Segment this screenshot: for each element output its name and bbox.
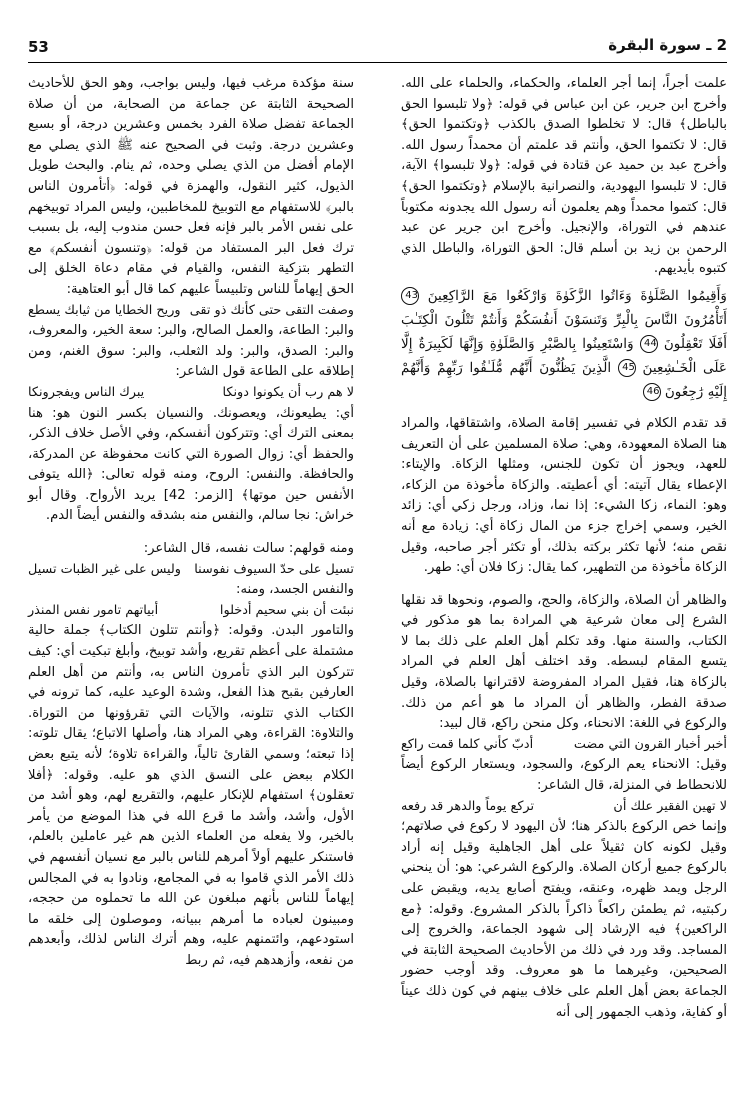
poem-hemistich: وليس على غير الظبات تسيل [28, 561, 181, 577]
paragraph: قد تقدم الكلام في تفسير إقامة الصلاة، واشتقاقها، والمراد هنا الصلاة المعهودة، وهي: صلاة المسلمين على أن التعريف للعهد، ويجوز أن تكون للجنس، ومثلها الزكاة. والإيتاء: الإعطاء يقال آتيته: أي أعطيته. والزكاة مأخوذة من الزكاء، وهو: النماء، زكا الشيء: إذا نما، وزاد، ورجل زكي أي: زائد الخير، وسمي إخراج جزء من المال زكاة أي: زيادة مع أنه نقص منه؛ لأنها تكثر بركته بذلك، أو تكثر أجر صاحبه، وقيل الزكاة مأخوذة من التطهير، كما يقال: زكا فلان أي: طهر. [401, 415, 727, 576]
surah-title: 2 ـ سورة البقرة [608, 36, 727, 54]
paragraph: والبر: الطاعة، والعمل الصالح، والبر: سعة الخير، والمعروف، والبر: الصدق، والبر: ولد الثعلب، والبر: سوق الغنم، ومن إطلاقه على الطاعة قول الشاعر: [28, 323, 354, 380]
paragraph: أي: يطيعونك، ويعصونك. والنسيان بكسر النون هو: هنا بمعنى الترك أي: وتتركون أنفسكم، وفي الأصل خلاف الذكر، والحفظ أي: زوال الصورة التي كانت محفوظة عن المدركة، والحافظة. والنفس: الروح، ومنه قوله تعالى: ﴿الله يتوفى الأنفس حين موتها﴾ [الزمر: 42] يريد الأرواح. وقال أبو خراش: نجا سالم، والنفس منه بشدقه والنفس أيضاً الدم. [28, 405, 354, 524]
poem-hemistich: أدبّ كأني كلما قمت راكع [401, 736, 534, 752]
poem-verse [28, 601, 354, 622]
poem-verse [28, 383, 354, 404]
quran-verses [401, 284, 727, 404]
poem-verse [28, 301, 354, 322]
paragraph: وقيل: الانحناء يعم الركوع، والسجود، ويستعار الركوع أيضاً للانحطاط في المنزلة، قال الشاعر: [401, 757, 727, 794]
paragraph: والنفس الجسد، ومنه: [236, 582, 354, 598]
poem-hemistich: وصفت التقى حتى كأنك ذو تقى [189, 302, 354, 318]
paragraph: علمت أجراً، إنما أجر العلماء، والحكماء، والحلماء على الله. وأخرج ابن جرير، عن ابن عباس في قوله: ﴿ولا تلبسوا الحق بالباطل﴾ قال: لا تخلطوا الصدق بالكذب ﴿وتكتموا الحق﴾ قال: لا تكتموا الحق، وأنتم قد علمتم أن محمداً رسول الله. وأخرج عبد بن حميد عن قتادة في قوله: ﴿ولا تلبسوا﴾ الآية، قال: لا تلبسوا اليهودية، والنصرانية بالإسلام ﴿وتكتموا الحق﴾ قال: كتموا محمداً وهم يعلمون أنه رسول الله يجدونه مكتوباً عندهم في التوراة، والإنجيل. وأخرج ابن جرير عن عبد الرحمن بن زيد بن أسلم قال: الحق التوراة، والباطل الذي كتبوه بأيديهم. [401, 76, 727, 277]
paragraph: والظاهر أن الصلاة، والزكاة، والحج، والصوم، ونحوها قد نقلها الشرع إلى معان شرعية هي المرادة بما هو مذكور في الكتاب، والسنة منها. وقد تكلم أهل العلم على ذلك بما لا يتسع المقام لبسطه. وقد اختلف أهل العلم في المراد بالزكاة هنا، فقيل المراد المفروضة لاقترانها بالصلاة، وقيل صدقة الفطر، والظاهر أن المراد ما هو أعم من ذلك. والركوع في اللغة: الانحناء، وكل منحن راكع، قال لبيد: [401, 592, 727, 732]
poem-hemistich: تسيل على حدّ السيوف نفوسنا [194, 561, 354, 577]
poem-verse [401, 797, 727, 818]
verse-number: 46 [643, 383, 661, 401]
verse-text: أَتَأْمُرُونَ النَّاسَ بِالْبِرِّ وَتَنسَوْنَ أَنفُسَكُمْ وَأَنتُمْ تَتْلُونَ الْكِتَـٰبَ أَفَلَا تَعْقِلُونَ [401, 311, 727, 352]
right-column [401, 74, 727, 1023]
page-header [28, 34, 727, 64]
left-column [28, 74, 354, 972]
page-number: 53 [28, 38, 49, 56]
poem-hemistich: نبئت أن بني سحيم أدخلوا [219, 602, 354, 618]
verse-text: وَأَقِيمُوا الصَّلَوٰةَ وَءَاتُوا الزَّكَوٰةَ وَارْكَعُوا مَعَ الرَّاكِعِينَ [427, 287, 727, 304]
poem-verse [28, 560, 354, 581]
poem-hemistich: وريح الخطايا من ثيابك يسطع [28, 302, 181, 318]
poem-hemistich: تركع يوماً والدهر قد رفعه [401, 798, 535, 814]
paragraph: ومنه قولهم: سالت نفسه، قال الشاعر: [143, 541, 354, 557]
poem-hemistich: لا هم رب أن يكونوا دونكا [222, 384, 354, 400]
verse-text: وَاسْتَعِينُوا بِالصَّبْرِ وَالصَّلَوٰةِ وَإِنَّهَا لَكَبِيرَةٌ إِلَّا عَلَى الْخَـٰشِعِينَ [401, 335, 727, 376]
verse-number: 43 [401, 287, 419, 305]
verse-number: 45 [618, 359, 636, 377]
verse-number: 44 [640, 335, 658, 353]
verse-text: الَّذِينَ يَظُنُّونَ أَنَّهُم مُّلَـٰقُوا رَبِّهِمْ وَأَنَّهُمْ إِلَيْهِ رَٰجِعُونَ [401, 359, 727, 400]
poem-hemistich: أخبر أخبار القرون التي مضت [573, 736, 727, 752]
poem-hemistich: أبياتهم تامور نفس المنذر [28, 602, 159, 618]
poem-hemistich: لا تهين الفقير علك أن [613, 798, 727, 814]
poem-hemistich: يبرك الناس ويفجرونكا [28, 384, 145, 400]
paragraph: وإنما خص الركوع بالذكر هنا؛ لأن اليهود لا ركوع في صلاتهم؛ وقيل لكونه كان ثقيلاً على أهل الجاهلية وقيل إنه أراد بالركوع جميع أركان الصلاة. والركوع الشرعي: هو: أن ينحني الرجل ويمد ظهره، وعنقه، ويفتح أصابع يديه، ويقبض على ركبتيه، ثم يطمئن راكعاً ذاكراً بالذكر المشروع. وقوله: ﴿مع الراكعين﴾ فيه الإرشاد إلى شهود الجماعة، والخروج إلى المساجد. وقد ورد في ذلك من الأحاديث الصحيحة الثابتة في الصحيحين، وغيرهما ما هو معروف. وقد أوجب حضور الجماعة بعض أهل العلم على خلاف بينهم في كون ذلك عيناً أو كفاية، وذهب الجمهور إلى أنه [401, 819, 727, 1020]
poem-verse [401, 735, 727, 756]
paragraph: والتامور البدن. وقوله: ﴿وأنتم تتلون الكتاب﴾ جملة حالية مشتملة على أعظم تقريع، وأشد توبيخ، وأبلغ تبكيت أي: كيف تتركون البر الذي تأمرون الناس به، وأنتم من أهل العلم العارفين بقبح هذا الفعل، وشدة الوعيد عليه، كما ترونه في الكتاب الذي تتلونه، والآيات التي تقرؤونها من التوراة. والتلاوة: القراءة، وهي المراد هنا، وأصلها الاتباع؛ يقال تلوته: إذا تبعته؛ وسمي القارئ تالياً، والقراءة تلاوة؛ لأنه يتبع بعض الكلام ببعض على النسق الذي هو عليه. وقوله: ﴿أفلا تعقلون﴾ استفهام للإنكار عليهم، والتقريع لهم، وهو أشد من الأول، وأشد، وأشد ما قرع الله في هذا الموضع من يأمر بالخير، ولا يفعله من العلماء الذين هم غير عاملين بالعلم، فاستنكر عليهم أولاً أمرهم للناس بالبر مع نسيان أنفسهم في ذلك الأمر الذي قاموا به في المجامع، ونادوا به في المجالس إيهاماً للناس بأنهم مبلغون عن الله ما تحملوه من حججه، ومبينون لعباده ما أمرهم ببيانه، وموصلون إلى خلقه ما استودعهم، وائتمنهم عليه، وهم أترك الناس لذلك، وأبعدهم من نفعه، وأزهدهم فيه، ثم ربط [28, 623, 354, 968]
header-rule [28, 62, 727, 63]
paragraph: سنة مؤكدة مرغب فيها، وليس بواجب، وهو الحق للأحاديث الصحيحة الثابتة عن جماعة من الصحابة، من أن صلاة الجماعة تفضل صلاة الفرد بخمس وعشرين درجة، أو بسبع وعشرين درجة. وثبت في الصحيح عنه ﷺ الذي يصلي مع الإمام أفضل من الذي يصلي وحده، ثم ينام. والبحث طويل الذيول، كثير النقول، والهمزة في قوله: ﴿أتأمرون الناس بالبر﴾ للاستفهام مع التوبيخ للمخاطبين، وليس المراد توبيخهم على نفس الأمر بالبر فإنه فعل حسن مندوب إليه، بل بسبب ترك فعل البر المستفاد من قوله: ﴿وتنسون أنفسكم﴾ مع التطهر بتزكية النفس، والقيام في مقام دعاة الخلق إلى الحق إيهاماً للناس وتلبيساً عليهم كما قال أبو العتاهية: [28, 76, 354, 297]
